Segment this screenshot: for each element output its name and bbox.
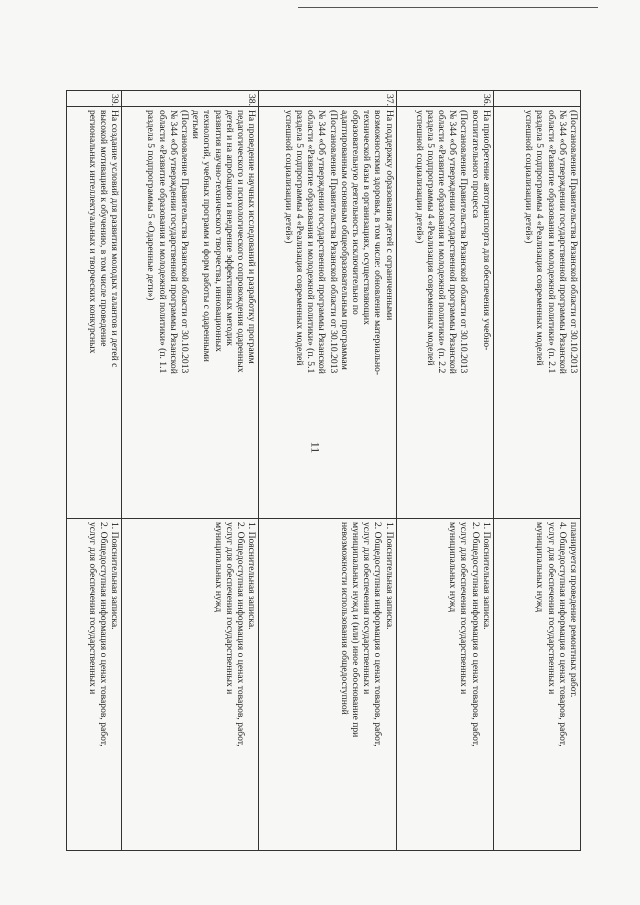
documents-text-line: 2. Общедоступная информация о ценах товаров, работ, — [235, 522, 247, 747]
event-text-line: раздела 5 подпрограммы 4 «Реализация современных моделей — [294, 110, 306, 366]
row-number: 38. — [121, 91, 258, 107]
event-text-line: № 344 «Об утверждении государственной программы Рязанской — [447, 110, 459, 374]
event-cell — [493, 107, 580, 519]
documents-cell — [121, 519, 258, 851]
event-text-line: развития научно-технического творчества, инновационных — [212, 110, 224, 352]
event-text-line: успешной социализации детей») — [523, 110, 535, 244]
event-text-line: (Постановление Правительства Рязанской области от 30.10.2013 — [327, 110, 339, 374]
documents-cell — [259, 519, 396, 851]
documents-cell — [67, 519, 122, 851]
table-row — [121, 91, 258, 851]
event-text-line: На поддержку образования детей с ограниченными — [383, 110, 395, 321]
row-number: 36. — [396, 91, 493, 107]
row-number: 37. — [259, 91, 396, 107]
row-number — [493, 91, 580, 107]
event-text-line: На приобретение автотранспорта для обеспечения учебно- — [480, 110, 492, 351]
documents-text-line: муниципальных нужд — [534, 522, 546, 613]
event-text-line: адаптированным основным общеобразовательным программам — [338, 110, 350, 370]
documents-text-line: 2. Общедоступная информация о ценах товаров, работ, — [97, 522, 109, 747]
page-number: 11 — [308, 441, 323, 454]
event-text-line: № 344 «Об утверждении государственной программы Рязанской — [167, 110, 179, 374]
event-text-line: области «Развитие образования и молодежной политики» (п. 1.1 — [156, 110, 168, 374]
documents-text-line: муниципальных нужд — [212, 522, 224, 613]
event-text-line: успешной социализации детей») — [413, 110, 425, 244]
row-number: 39. — [67, 91, 122, 107]
event-text-line: технической базы в организациях, осуществляющих — [361, 110, 373, 325]
documents-text-line: 1. Пояснительная записка. — [383, 522, 395, 630]
documents-text-line: планируется проведение ремонтных работ. — [568, 522, 579, 698]
event-text-line: детей и на апробацию и внедрение эффективных методик — [223, 110, 235, 346]
documents-cell — [396, 519, 493, 851]
rotated-table-wrapper — [66, 90, 581, 850]
documents-text-line: 2. Общедоступная информация о ценах товаров, работ, — [469, 522, 481, 747]
event-text-line: региональных интеллектуальных и творческих конкурсных — [86, 110, 98, 354]
event-text-line: высокой мотивацией к обучению, в том числе проведение — [97, 110, 109, 347]
documents-text-line: услуг для обеспечения государственных и — [361, 522, 373, 695]
event-text-line: На проведение научных исследований и разработку программ — [246, 110, 258, 364]
documents-text-line: 2. Общедоступная информация о ценах товаров, работ, — [372, 522, 384, 747]
event-text-line: области «Развитие образования и молодежной политики» (п. 5.1 — [305, 110, 317, 374]
event-text-line: области «Развитие образования и молодежной политики» (п. 2.2 — [436, 110, 448, 374]
event-text-line: воспитательного процесса — [469, 110, 481, 219]
event-text-line: (Постановление Правительства Рязанской области от 30.10.2013 — [179, 110, 191, 374]
documents-text-line: муниципальных нужд — [447, 522, 459, 613]
table-row — [493, 91, 580, 851]
documents-text-line: услуг для обеспечения государственных и — [458, 522, 470, 695]
table-body — [67, 91, 581, 851]
event-text-line: области «Развитие образования и молодежной политики» (п. 2.1 — [545, 110, 557, 374]
documents-text-line: услуг для обеспечения государственных и — [86, 522, 98, 695]
documents-text-line: 1. Пояснительная записка. — [480, 522, 492, 630]
event-text-line: № 344 «Об утверждении государственной программы Рязанской — [556, 110, 568, 374]
documents-text-line: 1. Пояснительная записка. — [108, 522, 120, 630]
event-text-line: (Постановление Правительства Рязанской области от 30.10.2013 — [458, 110, 470, 374]
event-text-line: № 344 «Об утверждении государственной программы Рязанской — [316, 110, 328, 374]
table-row — [259, 91, 396, 851]
documents-cell — [493, 519, 580, 851]
event-text-line: детьми — [190, 110, 202, 139]
table-row — [67, 91, 122, 851]
event-text-line: раздела 5 подпрограммы 4 «Реализация современных моделей — [424, 110, 436, 366]
event-text-line: раздела 5 подпрограммы 5 «Одаренные дети») — [145, 110, 157, 301]
table-row — [396, 91, 493, 851]
document-table — [66, 90, 581, 851]
documents-text-line: муниципальных нужд и (или) иное обоснование при — [350, 522, 362, 738]
event-text-line: технологий, учебных программ и форм работы с одаренными — [201, 110, 213, 362]
event-text-line: раздела 5 подпрограммы 4 «Реализация современных моделей — [534, 110, 546, 366]
event-text-line: (Постановление Правительства Рязанской области от 30.10.2013 — [568, 110, 579, 374]
event-text-line: педагогического и психологического сопровождения одаренных — [235, 110, 247, 373]
event-cell — [121, 107, 258, 519]
event-text-line: На создание условий для развития молодых талантов и детей с — [108, 110, 120, 368]
documents-text-line: услуг для обеспечения государственных и — [545, 522, 557, 695]
event-text-line: возможностями здоровья, в том числе: обновление материально- — [372, 110, 384, 376]
event-cell — [67, 107, 122, 519]
event-text-line: образовательную деятельность исключительно по — [350, 110, 362, 315]
documents-text-line: услуг для обеспечения государственных и — [223, 522, 235, 695]
event-cell — [259, 107, 396, 519]
event-cell — [396, 107, 493, 519]
event-text-line: успешной социализации детей») — [282, 110, 294, 244]
documents-text-line: невозможности использования общедоступной — [338, 522, 350, 715]
documents-text-line: 4. Общедоступная информация о ценах товаров, работ, — [556, 522, 568, 747]
scan-top-line — [298, 7, 598, 8]
documents-text-line: 1. Пояснительная записка. — [246, 522, 258, 630]
